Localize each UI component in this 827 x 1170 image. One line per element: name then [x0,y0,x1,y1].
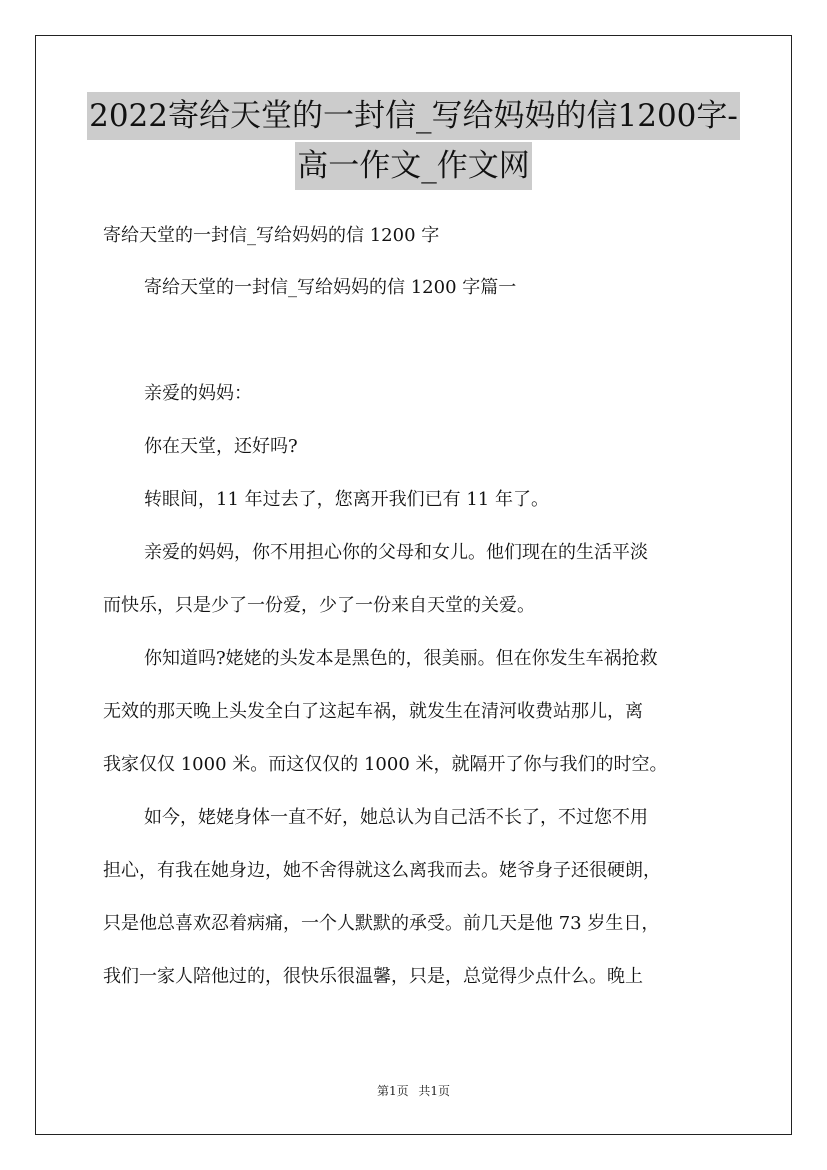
salutation: 亲爱的妈妈： [144,383,252,404]
subtitle: 寄给天堂的一封信_写给妈妈的信 1200 字 [103,225,440,246]
document-title [0,92,827,190]
page-footer [0,1082,827,1099]
document-body [103,216,731,1010]
blank-line [103,321,731,374]
paragraph-line: 我家仅仅 1000 米。而这仅仅的 1000 米，就隔开了你与我们的时空。 [103,754,668,775]
paragraph-line: 而快乐，只是少了一份爱，少了一份来自天堂的关爱。 [103,595,535,616]
page-total: 共1页 [418,1084,451,1098]
paragraph-line: 你知道吗?姥姥的头发本是黑色的，很美丽。但在你发生车祸抢救 [144,648,658,669]
paragraph-line: 我们一家人陪他过的，很快乐很温馨，只是，总觉得少点什么。晚上 [103,966,643,987]
paragraph-line: 你在天堂，还好吗? [144,436,298,457]
title-line-2: 高一作文_作文网 [295,142,532,190]
paragraph-line: 转眼间，11 年过去了，您离开我们已有 11 年了。 [144,489,549,510]
page-number: 第1页 [376,1084,409,1098]
paragraph-line: 亲爱的妈妈，你不用担心你的父母和女儿。他们现在的生活平淡 [144,542,648,563]
paragraph-line: 如今，姥姥身体一直不好，她总认为自己活不长了，不过您不用 [144,807,648,828]
title-line-1: 2022寄给天堂的一封信_写给妈妈的信1200字- [87,92,740,140]
paragraph-line: 无效的那天晚上头发全白了这起车祸，就发生在清河收费站那儿，离 [103,701,643,722]
paragraph-line: 担心，有我在她身边，她不舍得就这么离我而去。姥爷身子还很硬朗， [103,860,661,881]
section-heading: 寄给天堂的一封信_写给妈妈的信 1200 字篇一 [144,277,517,298]
paragraph-line: 只是他总喜欢忍着病痛，一个人默默的承受。前几天是他 73 岁生日， [103,913,660,934]
